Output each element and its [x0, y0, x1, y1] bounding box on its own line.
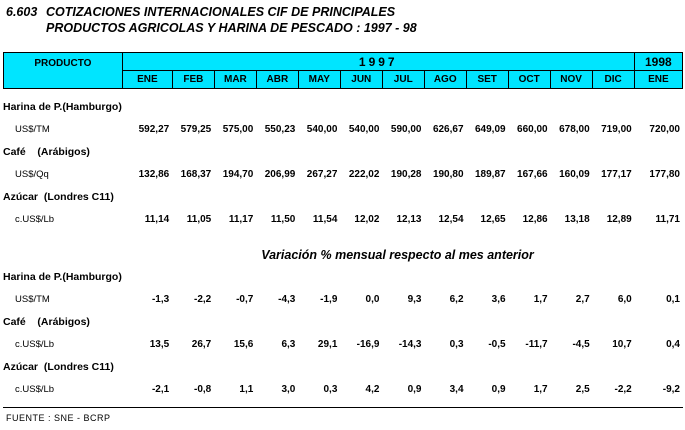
value-cell: -11,7	[525, 339, 548, 351]
value-cell: 12,65	[480, 214, 506, 226]
unit-label: US$/Qq	[15, 169, 49, 181]
value-cell: 13,5	[149, 339, 170, 351]
value-cell: 2,5	[575, 384, 590, 396]
table-row	[3, 164, 683, 187]
value-cell: 29,1	[317, 339, 338, 351]
unit-label: c.US$/Lb	[15, 384, 55, 396]
table-row	[3, 379, 683, 402]
value-cell: -2,1	[151, 384, 170, 396]
value-cell: 590,00	[390, 124, 422, 136]
value-cell: -1,3	[151, 294, 170, 306]
value-cell: 12,13	[396, 214, 422, 226]
value-cell: 579,25	[180, 124, 212, 136]
value-cell: -1,9	[320, 294, 338, 306]
month-header: ABR	[256, 71, 298, 89]
month-header: MAR	[214, 71, 256, 89]
value-cell: 267,27	[306, 169, 338, 181]
value-cell: 194,70	[222, 169, 254, 181]
value-cell: -0,8	[194, 384, 212, 396]
value-cell: 0,3	[323, 384, 338, 396]
year-header-1997: 1997	[122, 53, 634, 71]
table-number: 6.603	[6, 5, 38, 19]
value-cell: 12,89	[606, 214, 632, 226]
product-row	[3, 141, 683, 164]
product-row	[3, 186, 683, 209]
prices-table	[3, 96, 683, 231]
value-cell: 13,18	[564, 214, 590, 226]
variation-title: Variación % mensual respecto al mes anterior	[261, 248, 534, 262]
value-cell: -16,9	[356, 339, 380, 351]
value-cell: 678,00	[559, 124, 590, 136]
value-cell: 550,23	[264, 124, 296, 136]
header-table	[3, 52, 683, 89]
value-cell: 9,3	[407, 294, 422, 306]
value-cell: 189,87	[474, 169, 506, 181]
product-row	[3, 96, 683, 119]
value-cell: -2,2	[194, 294, 212, 306]
value-cell: 6,0	[617, 294, 632, 306]
unit-label: US$/TM	[15, 294, 50, 306]
value-cell: 719,00	[601, 124, 632, 136]
table-row	[3, 209, 683, 232]
month-header: ENE	[122, 71, 172, 89]
value-cell: 168,37	[180, 169, 212, 181]
value-cell: -9,2	[662, 384, 680, 396]
value-cell: 0,9	[491, 384, 506, 396]
table-row	[3, 289, 683, 312]
value-cell: 177,80	[649, 169, 680, 181]
product-row	[3, 266, 683, 289]
month-header: JUL	[382, 71, 424, 89]
value-cell: 0,4	[666, 339, 680, 351]
value-cell: -14,3	[398, 339, 422, 351]
month-header: DIC	[592, 71, 634, 89]
month-header: OCT	[508, 71, 550, 89]
product-name: Azúcar (Londres C11)	[3, 361, 114, 374]
value-cell: 160,09	[559, 169, 590, 181]
value-cell: 11,71	[655, 214, 680, 226]
product-name: Café (Arábigos)	[3, 146, 90, 159]
month-header: SET	[466, 71, 508, 89]
value-cell: 626,67	[432, 124, 464, 136]
value-cell: 26,7	[191, 339, 212, 351]
value-cell: -4,3	[278, 294, 296, 306]
value-cell: 206,99	[264, 169, 296, 181]
year-header-1998: 1998	[634, 53, 682, 71]
value-cell: 132,86	[138, 169, 170, 181]
product-row	[3, 356, 683, 379]
table-row	[3, 334, 683, 357]
value-cell: 11,14	[144, 214, 170, 226]
value-cell: 0,9	[407, 384, 422, 396]
value-cell: -4,5	[572, 339, 590, 351]
title-line-1	[6, 4, 417, 20]
month-header: ENE	[634, 71, 682, 89]
product-name: Harina de P.(Hamburgo)	[3, 101, 122, 114]
month-header: JUN	[340, 71, 382, 89]
value-cell: 1,7	[533, 294, 548, 306]
product-name: Azúcar (Londres C11)	[3, 191, 114, 204]
title-text-1: COTIZACIONES INTERNACIONALES CIF DE PRINCIPALES	[46, 5, 396, 19]
value-cell: 12,54	[438, 214, 464, 226]
value-cell: 575,00	[222, 124, 254, 136]
value-cell: 1,1	[239, 384, 254, 396]
value-cell: 11,17	[228, 214, 254, 226]
month-header: MAY	[298, 71, 340, 89]
value-cell: 4,2	[365, 384, 380, 396]
product-name: Café (Arábigos)	[3, 316, 90, 329]
unit-label: US$/TM	[15, 124, 50, 136]
value-cell: 1,7	[533, 384, 548, 396]
month-header: AGO	[424, 71, 466, 89]
value-cell: 177,17	[601, 169, 632, 181]
value-cell: 3,6	[491, 294, 506, 306]
table-row	[3, 119, 683, 142]
value-cell: 720,00	[649, 124, 680, 136]
value-cell: 649,09	[474, 124, 506, 136]
product-header: PRODUCTO	[4, 53, 123, 89]
value-cell: -0,7	[236, 294, 254, 306]
table-title	[6, 4, 417, 36]
value-cell: 12,02	[354, 214, 380, 226]
value-cell: 6,3	[281, 339, 296, 351]
value-cell: 540,00	[306, 124, 338, 136]
source-note: FUENTE : SNE - BCRP	[6, 413, 111, 423]
value-cell: 15,6	[233, 339, 254, 351]
value-cell: 0,0	[365, 294, 380, 306]
variation-table	[3, 266, 683, 401]
value-cell: 592,27	[138, 124, 170, 136]
value-cell: 10,7	[612, 339, 632, 351]
title-line-2: PRODUCTOS AGRICOLAS Y HARINA DE PESCADO : 1997 - 98	[46, 21, 417, 35]
value-cell: 0,3	[449, 339, 464, 351]
month-header: FEB	[172, 71, 214, 89]
unit-label: c.US$/Lb	[15, 214, 55, 226]
value-cell: 3,0	[281, 384, 296, 396]
value-cell: 12,86	[522, 214, 548, 226]
value-cell: 2,7	[575, 294, 590, 306]
value-cell: 660,00	[517, 124, 548, 136]
value-cell: 3,4	[449, 384, 464, 396]
value-cell: 167,66	[517, 169, 548, 181]
value-cell: -0,5	[488, 339, 506, 351]
value-cell: 222,02	[348, 169, 380, 181]
value-cell: 190,28	[390, 169, 422, 181]
month-header: NOV	[550, 71, 592, 89]
footer-divider	[3, 407, 683, 408]
value-cell: 0,1	[666, 294, 680, 306]
value-cell: -2,2	[614, 384, 632, 396]
unit-label: c.US$/Lb	[15, 339, 55, 351]
value-cell: 11,54	[312, 214, 338, 226]
value-cell: 11,05	[186, 214, 212, 226]
value-cell: 6,2	[449, 294, 464, 306]
product-name: Harina de P.(Hamburgo)	[3, 271, 122, 284]
product-row	[3, 311, 683, 334]
value-cell: 190,80	[432, 169, 464, 181]
value-cell: 540,00	[348, 124, 380, 136]
value-cell: 11,50	[270, 214, 296, 226]
